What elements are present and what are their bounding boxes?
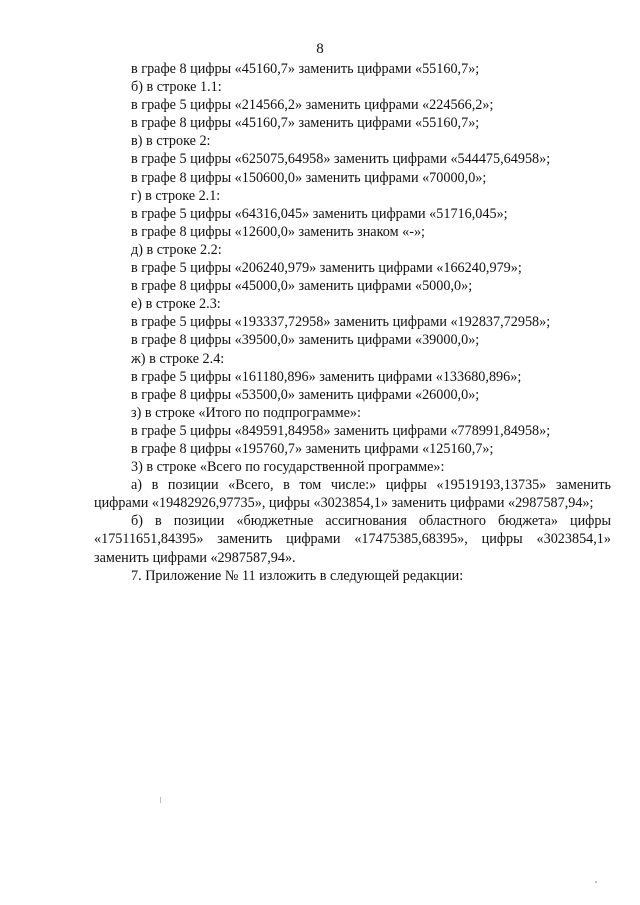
amendment-line: б) в строке 1.1: [131, 79, 222, 96]
amendment-line: г) в строке 2.1: [131, 187, 221, 204]
amendment-line: д) в строке 2.2: [131, 241, 222, 258]
scan-mark [595, 881, 597, 883]
amendment-line: в графе 8 цифры «12600,0» заменить знаком «-»; [131, 223, 425, 240]
page-number: 8 [316, 41, 324, 57]
amendment-line: в графе 5 цифры «64316,045» заменить цифрами «51716,045»; [131, 205, 508, 222]
amendment-line: в графе 8 цифры «45000,0» заменить цифрами «5000,0»; [131, 278, 473, 295]
paragraph-item-a: а) в позиции «Всего, в том числе:» цифры «19519193,13735» заменить цифрами «19482926,97735», цифры «3023854,1» заменить цифрами «2987587,94»; [94, 477, 611, 512]
amendment-line: ж) в строке 2.4: [131, 350, 225, 367]
scan-mark [160, 797, 161, 803]
amendment-line: в графе 5 цифры «625075,64958» заменить цифрами «544475,64958»; [131, 151, 551, 168]
amendment-line: в графе 8 цифры «195760,7» заменить цифрами «125160,7»; [131, 440, 494, 457]
amendment-line: в графе 5 цифры «193337,72958» заменить цифрами «192837,72958»; [131, 314, 551, 331]
amendment-line: в графе 5 цифры «849591,84958» заменить цифрами «778991,84958»; [131, 422, 551, 439]
amendment-line: в графе 5 цифры «206240,979» заменить цифрами «166240,979»; [131, 260, 522, 277]
amendment-line: е) в строке 2.3: [131, 296, 221, 313]
amendment-line: в графе 8 цифры «45160,7» заменить цифрами «55160,7»; [131, 61, 480, 77]
amendment-line: в графе 8 цифры «150600,0» заменить цифрами «70000,0»; [131, 169, 487, 186]
paragraph-item-7: 7. Приложение № 11 изложить в следующей редакции: [131, 567, 464, 584]
amendment-line: в графе 5 цифры «161180,896» заменить цифрами «133680,896»; [131, 368, 522, 385]
amendment-line: в графе 5 цифры «214566,2» заменить цифрами «224566,2»; [131, 97, 494, 114]
amendment-line: в графе 8 цифры «39500,0» заменить цифрами «39000,0»; [131, 332, 480, 349]
paragraph-item-b: б) в позиции «бюджетные ассигнования областного бюджета» цифры «17511651,84395» заменить цифрами «17475385,68395», цифры «3023854,1» заменить цифрами «2987587,94». [94, 513, 611, 566]
amendment-line: в графе 8 цифры «53500,0» заменить цифрами «26000,0»; [131, 386, 480, 403]
amendment-text [94, 60, 611, 585]
amendment-line: в графе 8 цифры «45160,7» заменить цифрами «55160,7»; [131, 115, 480, 132]
amendment-line: з) в строке «Итого по подпрограмме»: [131, 404, 361, 421]
amendment-line: 3) в строке «Всего по государственной программе»: [131, 459, 445, 476]
amendment-line: в) в строке 2: [131, 133, 211, 150]
